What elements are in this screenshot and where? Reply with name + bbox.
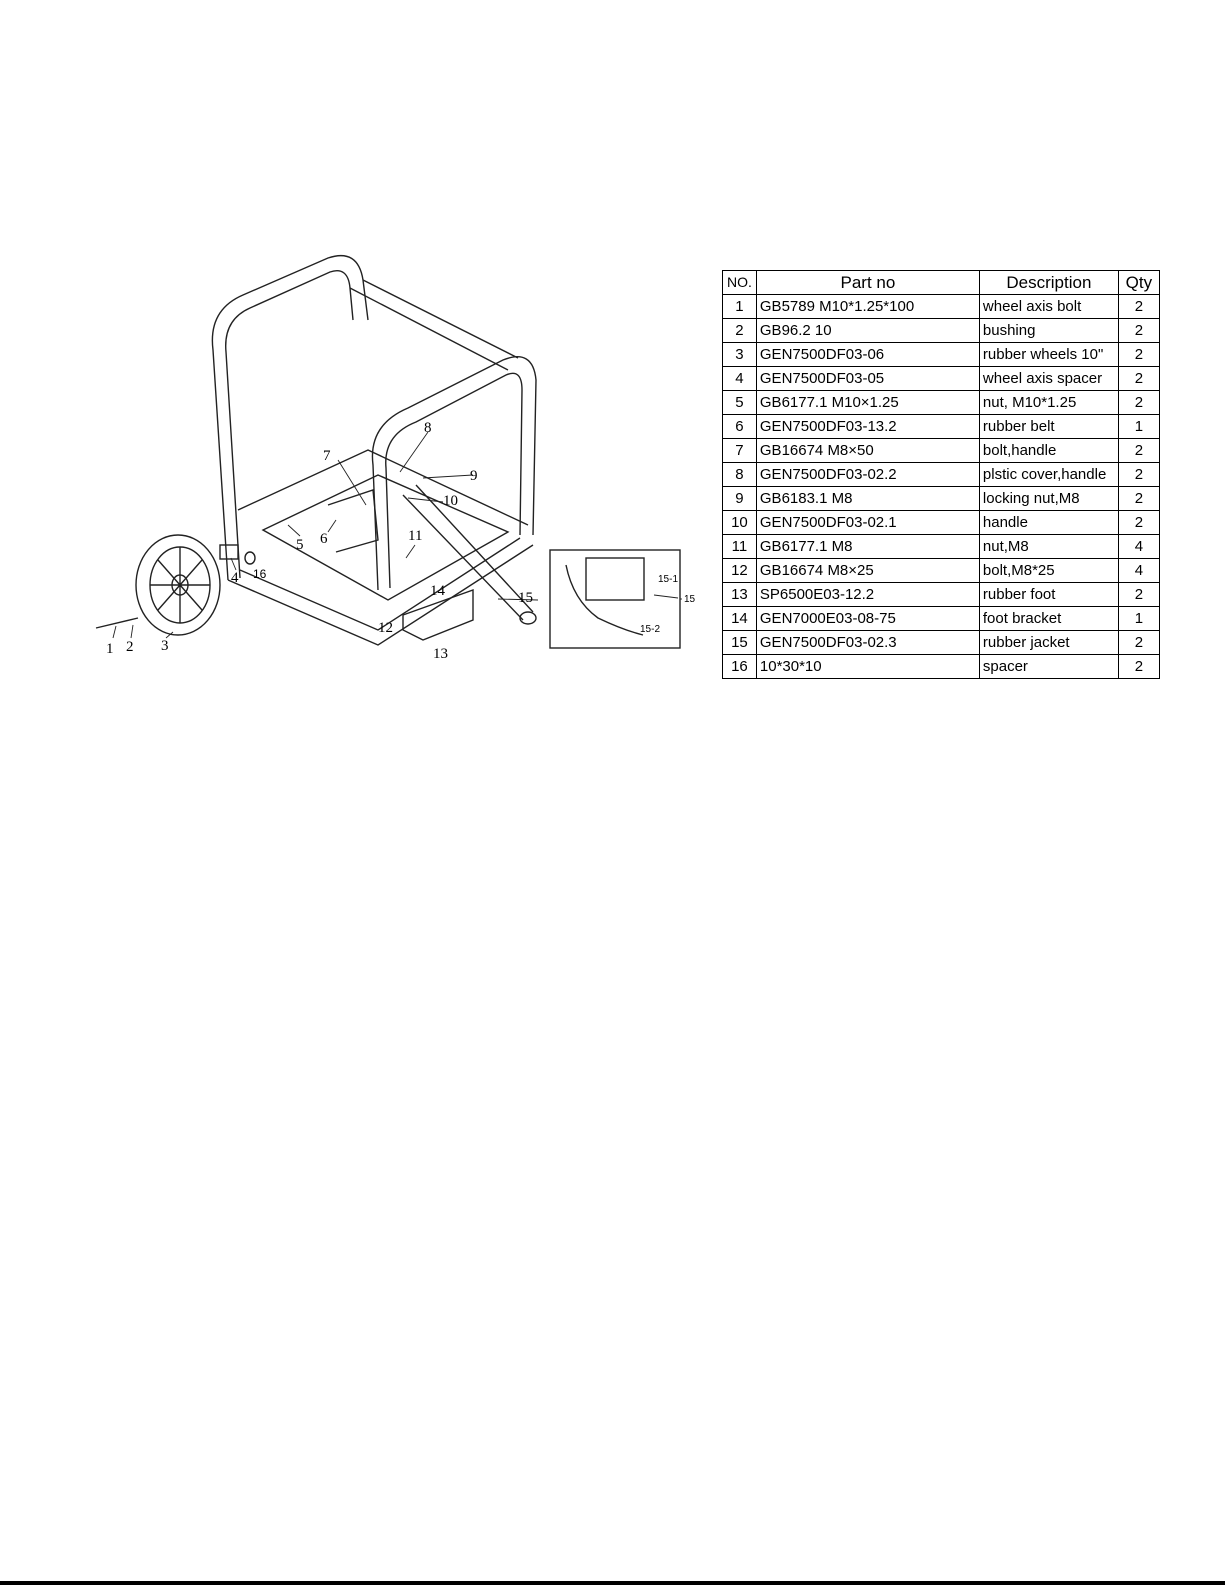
cell-description: foot bracket xyxy=(979,607,1118,631)
frame-front-loop-inner xyxy=(386,373,522,588)
table-row xyxy=(723,463,1160,487)
callout-11: 11 xyxy=(408,528,423,544)
table-row xyxy=(723,607,1160,631)
cell-description: handle xyxy=(979,511,1118,535)
inset-callout-15: 15 xyxy=(684,594,696,605)
cell-qty: 2 xyxy=(1118,511,1159,535)
cell-qty: 4 xyxy=(1118,535,1159,559)
exploded-parts-diagram xyxy=(78,240,718,690)
table-row xyxy=(723,295,1160,319)
cell-qty: 2 xyxy=(1118,319,1159,343)
cell-qty: 2 xyxy=(1118,367,1159,391)
cell-qty: 2 xyxy=(1118,295,1159,319)
cell-no: 14 xyxy=(723,607,757,631)
cell-description: rubber jacket xyxy=(979,631,1118,655)
header-qty: Qty xyxy=(1118,271,1159,295)
cell-part-no: GEN7500DF03-02.2 xyxy=(756,463,979,487)
cell-description: plstic cover,handle xyxy=(979,463,1118,487)
callout-4: 4 xyxy=(231,570,239,586)
inset-inner-box xyxy=(586,558,644,600)
table-row xyxy=(723,415,1160,439)
cell-description: rubber belt xyxy=(979,415,1118,439)
header-no: NO. xyxy=(723,271,757,295)
cell-description: nut,M8 xyxy=(979,535,1118,559)
cell-part-no: GB16674 M8×25 xyxy=(756,559,979,583)
cell-qty: 2 xyxy=(1118,487,1159,511)
table-row xyxy=(723,439,1160,463)
cell-qty: 2 xyxy=(1118,343,1159,367)
table-row xyxy=(723,487,1160,511)
callout-7: 7 xyxy=(323,448,331,464)
cell-qty: 4 xyxy=(1118,559,1159,583)
cell-no: 8 xyxy=(723,463,757,487)
frame-rear-loop xyxy=(212,256,368,580)
handle-grip-end xyxy=(520,612,536,624)
callout-9: 9 xyxy=(470,468,478,484)
cell-part-no: SP6500E03-12.2 xyxy=(756,583,979,607)
header-description: Description xyxy=(979,271,1118,295)
table-header-row xyxy=(723,271,1160,295)
cell-no: 10 xyxy=(723,511,757,535)
cell-description: rubber foot xyxy=(979,583,1118,607)
cell-description: spacer xyxy=(979,655,1118,679)
inset-callout-15-2: 15-2 xyxy=(640,624,661,635)
cell-description: wheel axis spacer xyxy=(979,367,1118,391)
cell-part-no: GB6183.1 M8 xyxy=(756,487,979,511)
cell-qty: 2 xyxy=(1118,631,1159,655)
table-row xyxy=(723,583,1160,607)
axis-spacer xyxy=(220,545,238,559)
cell-part-no: 10*30*10 xyxy=(756,655,979,679)
callout-8: 8 xyxy=(424,420,432,436)
callout-16: 16 xyxy=(253,567,267,581)
callout-1: 1 xyxy=(106,641,114,657)
cell-no: 6 xyxy=(723,415,757,439)
cell-part-no: GEN7500DF03-06 xyxy=(756,343,979,367)
callout-12: 12 xyxy=(378,620,393,636)
cell-part-no: GEN7500DF03-13.2 xyxy=(756,415,979,439)
cell-no: 2 xyxy=(723,319,757,343)
cell-description: rubber wheels 10" xyxy=(979,343,1118,367)
cell-description: wheel axis bolt xyxy=(979,295,1118,319)
frame-rear-loop-inner xyxy=(226,271,353,578)
cell-no: 7 xyxy=(723,439,757,463)
cell-description: locking nut,M8 xyxy=(979,487,1118,511)
callout-14: 14 xyxy=(430,583,445,599)
cell-qty: 2 xyxy=(1118,463,1159,487)
cell-no: 1 xyxy=(723,295,757,319)
callout-13: 13 xyxy=(433,646,448,662)
table-row xyxy=(723,559,1160,583)
cell-part-no: GEN7500DF03-02.3 xyxy=(756,631,979,655)
cell-no: 3 xyxy=(723,343,757,367)
bottom-rule xyxy=(0,1581,1225,1585)
cell-no: 16 xyxy=(723,655,757,679)
cell-qty: 1 xyxy=(1118,607,1159,631)
cell-description: bolt,handle xyxy=(979,439,1118,463)
table-row xyxy=(723,319,1160,343)
cell-qty: 2 xyxy=(1118,391,1159,415)
table-row xyxy=(723,391,1160,415)
cell-no: 5 xyxy=(723,391,757,415)
cell-no: 15 xyxy=(723,631,757,655)
cell-part-no: GB6177.1 M10×1.25 xyxy=(756,391,979,415)
cell-no: 12 xyxy=(723,559,757,583)
callout-6: 6 xyxy=(320,531,328,547)
inset-callout-15-1: 15-1 xyxy=(658,574,679,585)
cell-no: 4 xyxy=(723,367,757,391)
callout-3: 3 xyxy=(161,638,169,654)
cell-part-no: GEN7000E03-08-75 xyxy=(756,607,979,631)
cell-qty: 1 xyxy=(1118,415,1159,439)
table-row xyxy=(723,343,1160,367)
axis-bolt xyxy=(96,618,138,628)
frame-base-back xyxy=(238,450,528,525)
frame-top-rail-inner xyxy=(363,280,518,358)
cell-no: 11 xyxy=(723,535,757,559)
table-row xyxy=(723,535,1160,559)
cell-no: 9 xyxy=(723,487,757,511)
cell-qty: 2 xyxy=(1118,439,1159,463)
cell-part-no: GEN7500DF03-02.1 xyxy=(756,511,979,535)
cell-part-no: GB5789 M10*1.25*100 xyxy=(756,295,979,319)
cell-description: bolt,M8*25 xyxy=(979,559,1118,583)
table-row xyxy=(723,631,1160,655)
cell-part-no: GB16674 M8×50 xyxy=(756,439,979,463)
cell-description: bushing xyxy=(979,319,1118,343)
cell-part-no: GB96.2 10 xyxy=(756,319,979,343)
table-row xyxy=(723,655,1160,679)
callout-2: 2 xyxy=(126,639,134,655)
header-part-no: Part no xyxy=(756,271,979,295)
cell-part-no: GB6177.1 M8 xyxy=(756,535,979,559)
table-body xyxy=(723,295,1160,679)
cell-no: 13 xyxy=(723,583,757,607)
callout-10: 10 xyxy=(443,493,458,509)
cell-part-no: GEN7500DF03-05 xyxy=(756,367,979,391)
parts-table xyxy=(722,270,1160,679)
frame-front-loop xyxy=(372,357,536,590)
callout-15: 15 xyxy=(518,590,533,606)
frame-top-rail xyxy=(350,288,508,370)
callout-5: 5 xyxy=(296,537,304,553)
spacer-washer xyxy=(245,552,255,564)
cell-qty: 2 xyxy=(1118,655,1159,679)
table-row xyxy=(723,367,1160,391)
cell-qty: 2 xyxy=(1118,583,1159,607)
inset-box xyxy=(550,550,680,648)
cell-description: nut, M10*1.25 xyxy=(979,391,1118,415)
table-row xyxy=(723,511,1160,535)
